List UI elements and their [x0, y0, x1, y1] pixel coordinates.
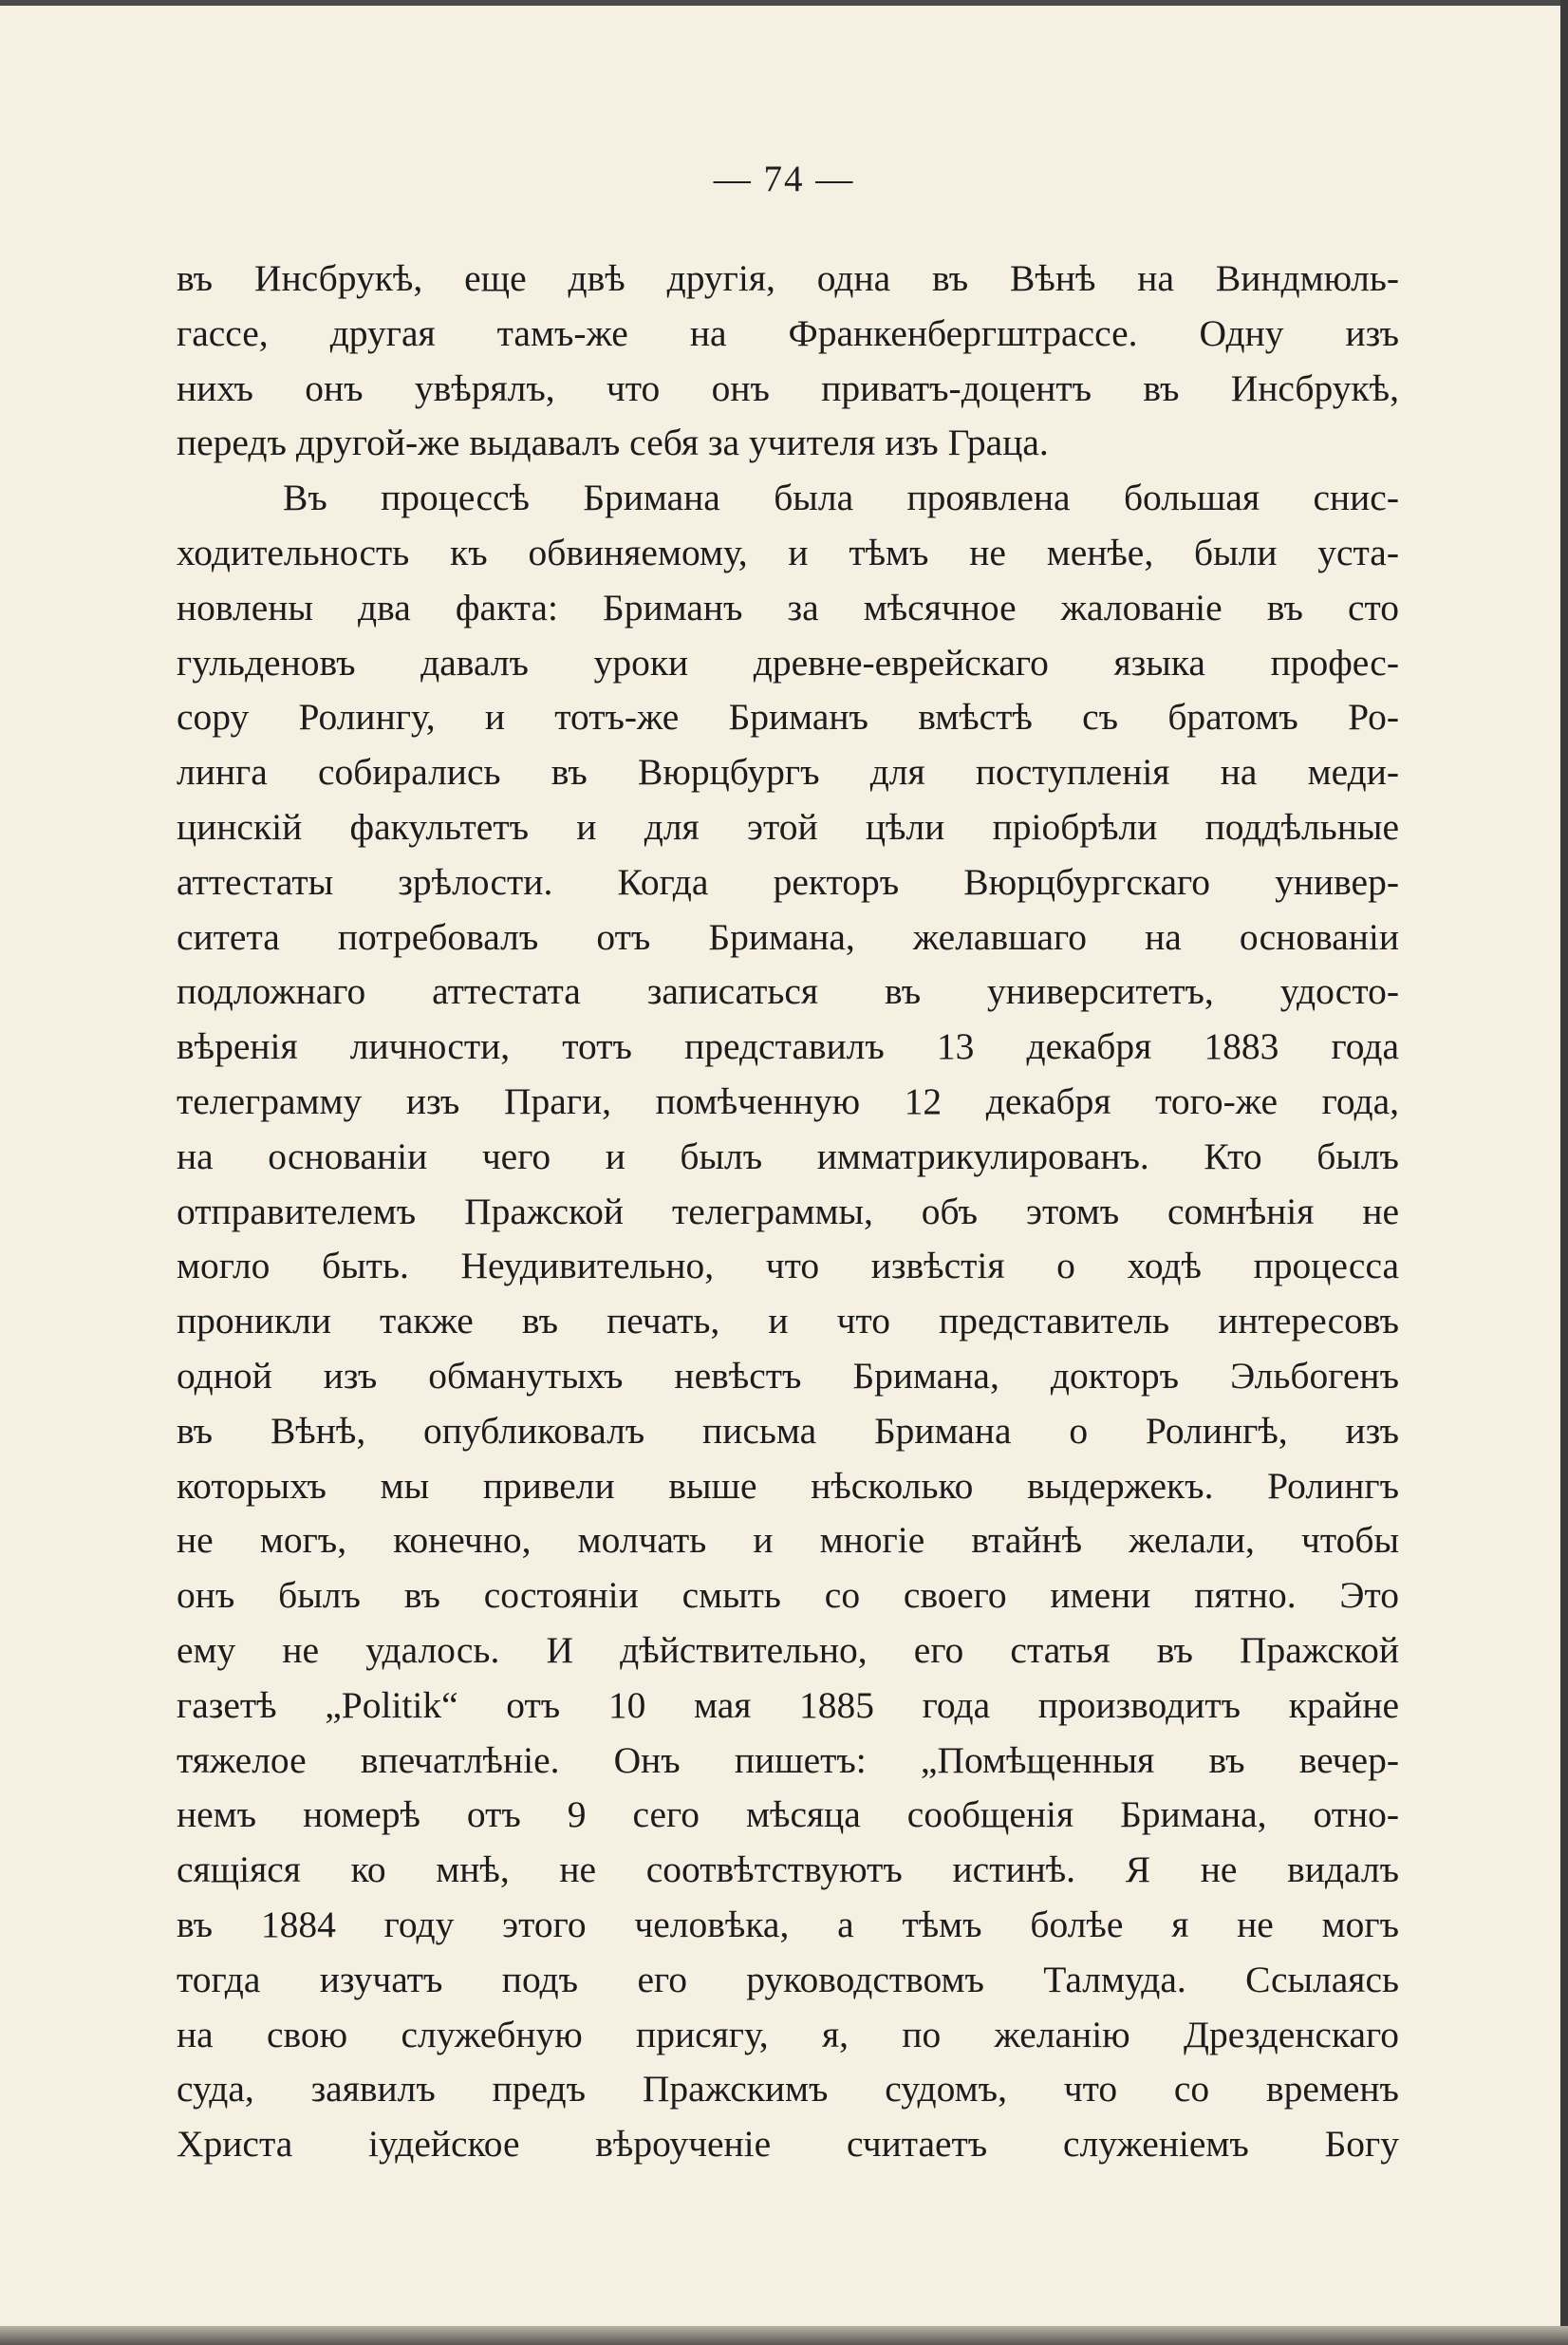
scan-edge-bottom	[0, 2326, 1568, 2345]
text-line: цинскій факультетъ и для этой цѣли пріобрѣли поддѣльные	[177, 805, 1399, 848]
page-number: — 74 —	[713, 159, 855, 199]
text-line: въ Вѣнѣ, опубликовалъ письма Бримана о Ролингѣ, изъ	[177, 1409, 1399, 1452]
paragraph-start-line: Въ процессѣ Бримана была проявлена большая снис-	[283, 477, 1399, 519]
text-line: не могъ, конечно, молчать и многіе втайнѣ желали, чтобы	[177, 1519, 1399, 1562]
text-line: аттестаты зрѣлости. Когда ректоръ Вюрцбургскаго универ-	[177, 860, 1399, 903]
scan-edge-right	[1560, 0, 1568, 2345]
text-line: онъ былъ въ состояніи смыть со своего имени пятно. Это	[177, 1574, 1399, 1617]
text-line: ситета потребовалъ отъ Бримана, желавшаго на основаніи	[177, 915, 1399, 958]
text-line: одной изъ обманутыхъ невѣстъ Бримана, докторъ Эльбогенъ	[177, 1354, 1399, 1397]
text-line: на основаніи чего и былъ имматрикулированъ. Кто былъ	[177, 1135, 1399, 1177]
text-line: гассе, другая тамъ-же на Франкенбергштрассе. Одну изъ	[177, 311, 1399, 354]
body-text	[177, 252, 1399, 2172]
text-line: газетѣ „Politik“ отъ 10 мая 1885 года производитъ крайне	[177, 1683, 1399, 1726]
text-line: телеграмму изъ Праги, помѣченную 12 декабря того-же года,	[177, 1079, 1399, 1122]
text-line: которыхъ мы привели выше нѣсколько выдержекъ. Ролингъ	[177, 1464, 1399, 1507]
text-line: могло быть. Неудивительно, что извѣстія о ходѣ процесса	[177, 1245, 1399, 1287]
text-line: сящіяся ко мнѣ, не соотвѣтствуютъ истинѣ. Я не видалъ	[177, 1848, 1399, 1891]
text-line: въ 1884 году этого человѣка, а тѣмъ болѣе я не могъ	[177, 1903, 1399, 1945]
text-line: проникли также въ печать, и что представитель интересовъ	[177, 1300, 1399, 1342]
text-line: отправителемъ Пражской телеграммы, объ этомъ сомнѣнія не	[177, 1190, 1399, 1232]
text-line: нихъ онъ увѣрялъ, что онъ приватъ-доцентъ въ Инсбрукѣ,	[177, 366, 1399, 409]
text-line: подложнаго аттестата записаться въ университетъ, удосто-	[177, 970, 1399, 1013]
text-line: на свою служебную присягу, я, по желанію Дрезденскаго	[177, 2013, 1399, 2055]
text-line: ходительность къ обвиняемому, и тѣмъ не менѣе, были уста-	[177, 531, 1399, 573]
text-line: въ Инсбрукѣ, еще двѣ другія, одна въ Вѣнѣ на Виндмюль-	[177, 257, 1399, 299]
text-line: тяжелое впечатлѣніе. Онъ пишетъ: „Помѣщенныя въ вечер-	[177, 1738, 1399, 1781]
text-line: тогда изучатъ подъ его руководствомъ Талмуда. Ссылаясь	[177, 1958, 1399, 2000]
text-line: гульденовъ давалъ уроки древне-еврейскаго языка профес-	[177, 641, 1399, 684]
paragraph-end-line: передъ другой-же выдавалъ себя за учителя изъ Граца.	[177, 422, 1049, 464]
text-line: суда, заявилъ предъ Пражскимъ судомъ, что со временъ	[177, 2068, 1399, 2110]
text-line: новлены два факта: Бриманъ за мѣсячное жалованіе въ сто	[177, 586, 1399, 628]
text-line: немъ номерѣ отъ 9 сего мѣсяца сообщенія Бримана, отно-	[177, 1793, 1399, 1836]
text-line: ему не удалось. И дѣйствительно, его статья въ Пражской	[177, 1628, 1399, 1671]
text-line: Христа іудейское вѣроученіе считаетъ служеніемъ Богу	[177, 2123, 1399, 2166]
text-line: сору Ролингу, и тотъ-же Бриманъ вмѣстѣ съ братомъ Ро-	[177, 696, 1399, 739]
text-line: вѣренія личности, тотъ представилъ 13 декабря 1883 года	[177, 1025, 1399, 1068]
text-line: линга собирались въ Вюрцбургъ для поступленія на меди-	[177, 751, 1399, 794]
scan-edge-top	[0, 0, 1568, 6]
